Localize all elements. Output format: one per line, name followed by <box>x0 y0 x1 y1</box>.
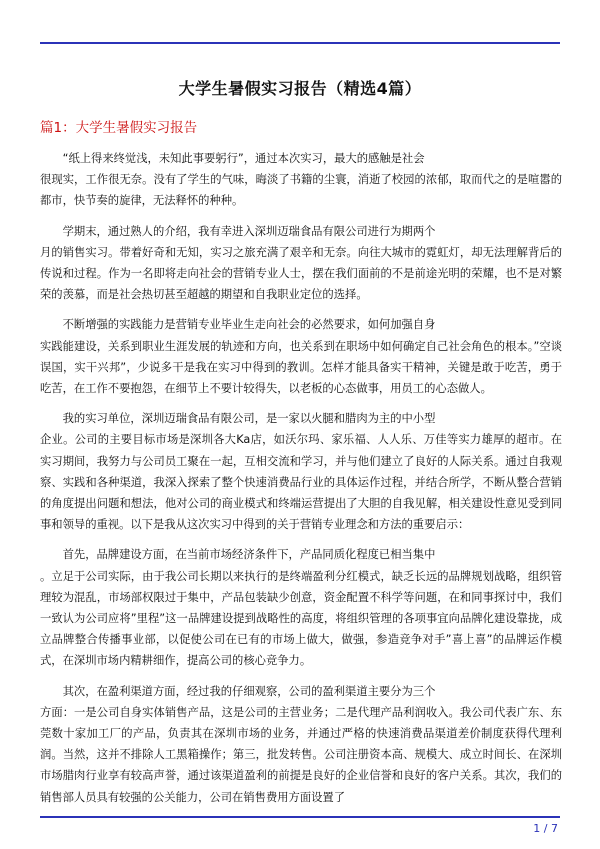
section-title: 篇1：大学生暑假实习报告 <box>40 120 198 136</box>
document-body <box>40 148 562 817</box>
paragraph-2 <box>40 221 562 306</box>
paragraph-first-line: 学期末，通过熟人的介绍，我有幸进入深圳迈瑞食品有限公司进行为期两个 <box>62 224 436 238</box>
paragraph-text: 。立足于公司实际，由于我公司长期以来执行的是终端盈利分红模式，缺乏长远的品牌规划战略，组织管理较为混乱，市场部权限过于集中，产品包装缺少创意，资金配置不科学等问题，在和同事探讨中，我们一致认为公司应将”里程”这一品牌建设提到战略性的高度，将组织管理的各项事宜向品牌化建设靠拢，成立品牌整合传播事业部，以促使公司在已有的市场上做大，做强，参造竞争对手”喜上喜”的品牌运作模式，在深圳市场内精耕细作，提高公司的核心竞争力。 <box>40 569 562 668</box>
paragraph-3 <box>40 314 562 399</box>
paragraph-first-line: 其次，在盈利渠道方面，经过我的仔细观察，公司的盈利渠道主要分为三个 <box>62 684 436 698</box>
document-title: 大学生暑假实习报告（精选4篇） <box>178 79 422 98</box>
paragraph-text: 方面：一是公司自身实体销售产品，这是公司的主营业务；二是代理产品利润收入。我公司代表广东、东莞数十家加工厂的产品，负责其在深圳市场的业务，并通过严格的快速消费品渠道差价制度获得代理利润。当然，这并不排除人工黑箱操作；第三，批发转售。公司注册资本高、规模大、成立时间长、在深圳市场腊肉行业享有较高声誉，通过该渠道盈利的前提是良好的企业信誉和良好的客户关系。其次，我们的销售部人员具有较强的公关能力，公司在销售费用方面设置了 <box>40 705 562 804</box>
paragraph-text: 企业。公司的主要目标市场是深圳各大Ka店，如沃尔玛、家乐福、人人乐、万佳等实力雄厚的超市。在实习期间，我努力与公司员工聚在一起，互相交流和学习，并与他们建立了良好的人际关系。通过自我观察、实践和各种渠道，我深入探索了整个快速消费品行业的具体运作过程，并结合所学，不断从整合营销的角度提出问题和想法，他对公司的商业模式和终端运营提出了大胆的自我见解，相关建设性意见受到同事和领导的重视。以下是我从这次实习中得到的关于营销专业理念和方法的重要启示： <box>40 433 562 532</box>
paragraph-first-line: 我的实习单位，深圳迈瑞食品有限公司，是一家以火腿和腊肉为主的中小型 <box>62 412 436 426</box>
header-rule <box>40 42 560 44</box>
paragraph-6 <box>40 681 562 808</box>
paragraph-first-line: 首先，品牌建设方面，在当前市场经济条件下，产品同质化程度已相当集中 <box>62 548 436 562</box>
paragraph-text: 很现实，工作很无奈。没有了学生的气味，晦淡了书籍的尘寰，消逝了校园的浓郁，取而代之的是喧嚣的都市，快节奏的旋律，无法释怀的种种。 <box>40 173 562 208</box>
paragraph-text: 实践能建设，关系到职业生涯发展的轨迹和方向，也关系到在职场中如何确定自己社会角色的根本。”空谈误国，实干兴邦”，少说多干是我在实习中得到的教训。怎样才能具备实干精神，关键是敢于吃苦，勇于吃苦，在工作不要抱怨，在细节上不要计较得失，以老板的心态做事，用员工的心态做人。 <box>40 339 562 396</box>
footer-rule <box>40 816 560 818</box>
paragraph-first-line: 不断增强的实践能力是营销专业毕业生走向社会的必然要求，如何加强自身 <box>62 318 436 332</box>
paragraph-5 <box>40 544 562 671</box>
paragraph-text: 月的销售实习。带着好奇和无知，实习之旅充满了艰辛和无奈。向往大城市的霓虹灯，却无法理解背后的传说和过程。作为一名即将走向社会的营销专业人士，摆在我们面前的不是前途光明的荣耀，也不是对繁荣的羡慕，而是社会热切甚至超越的期望和自我职业定位的选择。 <box>40 245 562 302</box>
paragraph-1 <box>40 148 562 212</box>
paragraph-first-line: “纸上得来终觉浅，未知此事要躬行”，通过本次实习，最大的感触是社会 <box>62 152 425 165</box>
page-number: 1 / 7 <box>533 822 558 835</box>
paragraph-4 <box>40 408 562 535</box>
